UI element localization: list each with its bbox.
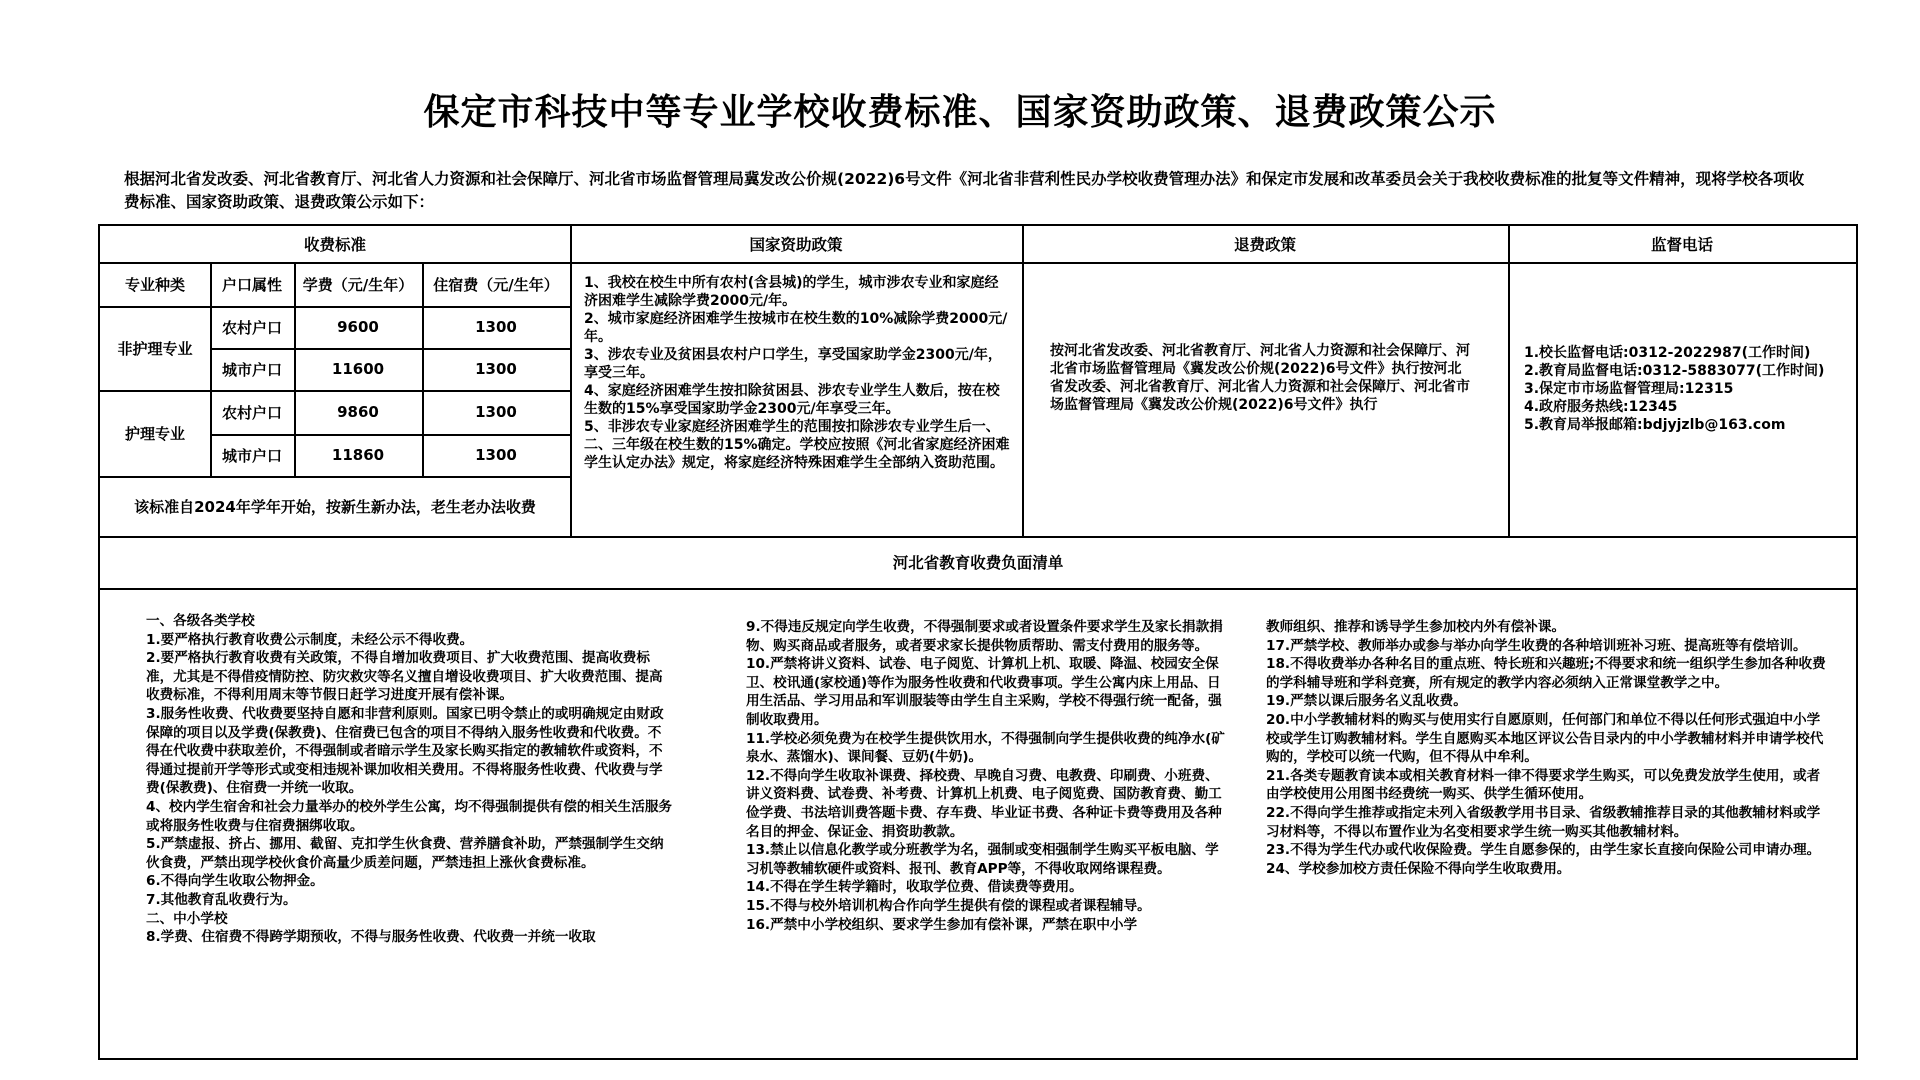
negative-list-item: 3.服务性收费、代收费要坚持自愿和非营利原则。国家已明令禁止的或明确规定由财政保障的项目以及学费(保教费)、住宿费已包含的项目不得纳入服务性收费和代收费。不得在代收费中获取差价，不得强制或者暗示学生及家长购买指定的教辅软件或资料，不得通过提前开学等形式或变相违规补课加收相关费用。不得将服务性收费、代收费与学费(保教费)、住宿费一并统一收取。 [146, 705, 664, 797]
negative-list-item: 7.其他教育乱收费行为。 [146, 891, 297, 908]
fee-note: 该标准自2024年学年开始，按新生新办法，老生老办法收费 [134, 497, 536, 516]
intro-paragraph: 根据河北省发改委、河北省教育厅、河北省人力资源和社会保障厅、河北省市场监督管理局冀发改公价规(2022)6号文件《河北省非营利性民办学校收费管理办法》和保定市发展和改革委员会关于我校收费标准的批复等文件精神，现将学校各项收费标准、国家资助政策、退费政策公示如下： [124, 170, 1805, 211]
header-aid-policy: 国家资助政策 [749, 236, 843, 254]
fee-hukou-cell: 农村户口 [221, 403, 282, 422]
fee-hukou-cell: 农村户口 [221, 318, 282, 337]
negative-list-column-1 [146, 612, 674, 947]
aid-item: 1、我校在校生中所有农村(含县城)的学生，城市涉农专业和家庭经济困难学生减除学费2000元/年。 [584, 275, 999, 309]
negative-list-item: 5.严禁虚报、挤占、挪用、截留、克扣学生伙食费、营养膳食补助，严禁强制学生交纳伙食费，严禁出现学校伙食价高量少质差问题，严禁违担上涨伙食费标准。 [146, 836, 664, 871]
negative-list-item: 17.严禁学校、教师举办或参与举办向学生收费的各种培训班补习班、提高班等有偿培训。 [1266, 637, 1807, 654]
fee-dorm-cell: 1300 [475, 446, 517, 464]
fee-dorm-cell: 1300 [475, 318, 517, 336]
fee-col-dorm: 住宿费（元/生年） [433, 275, 559, 294]
negative-list-title: 河北省教育收费负面清单 [892, 554, 1064, 572]
negative-list-column-3 [1266, 618, 1826, 878]
fee-hukou-cell: 城市户口 [221, 360, 282, 379]
supervision-item: 3.保定市市场监督管理局:12315 [1524, 381, 1734, 397]
negative-list-item: 9.不得违反规定向学生收费，不得强制要求或者设置条件要求学生及家长捐款捐物、购买商品或者服务，或者要求家长提供物质帮助、需支付费用的服务等。 [746, 619, 1223, 654]
supervision-item: 5.教育局举报邮箱:bdjyjzlb@163.com [1524, 417, 1786, 433]
fee-tuition-cell: 11860 [331, 446, 385, 464]
aid-item: 2、城市家庭经济困难学生按城市在校生数的10%减除学费2000元/年。 [584, 311, 1008, 345]
negative-list-item: 14.不得在学生转学籍时，收取学位费、借读费等费用。 [746, 879, 1083, 896]
negative-list-column-2 [746, 618, 1226, 934]
fee-dorm-cell: 1300 [475, 403, 517, 421]
negative-list-item: 2.要严格执行教育收费有关政策，不得自增加收费项目、扩大收费范围、提高收费标准，尤其是不得借疫情防控、防灾救灾等名义擅自增设收费项目、扩大收费范围、提高收费标准，不得利用周末等节假日赶学习进度开展有偿补课。 [146, 650, 663, 704]
fee-col-tuition: 学费（元/生年） [302, 275, 414, 294]
page-title: 保定市科技中等专业学校收费标准、国家资助政策、退费政策公示 [423, 91, 1497, 133]
aid-item: 4、家庭经济困难学生按扣除贫困县、涉农专业学生人数后，按在校生数的15%享受国家助学金2300元/年享受三年。 [584, 383, 1000, 417]
negative-list-item: 21.各类专题教育读本或相关教育材料一律不得要求学生购买，可以免费发放学生使用，或者由学校使用公用图书经费统一购买、供学生循环使用。 [1266, 767, 1821, 803]
negative-list-item: 一、各级各类学校 [146, 613, 255, 629]
negative-list-item: 教师组织、推荐和诱导学生参加校内外有偿补课。 [1266, 619, 1566, 635]
negative-list-item: 4、校内学生宿舍和社会力量举办的校外学生公寓，均不得强制提供有偿的相关生活服务或将服务性收费与住宿费捆绑收取。 [146, 798, 673, 834]
fee-tuition-cell: 9600 [337, 318, 379, 336]
negative-list-item: 11.学校必须免费为在校学生提供饮用水，不得强制向学生提供收费的纯净水(矿泉水、蒸馏水)、课间餐、豆奶(牛奶)。 [746, 730, 1225, 766]
negative-list-item: 8.学费、住宿费不得跨学期预收，不得与服务性收费、代收费一并统一收取 [146, 929, 596, 946]
negative-list-item: 12.不得向学生收取补课费、择校费、早晚自习费、电教费、印刷费、小班费、讲义资料费、试卷费、补考费、计算机上机费、电子阅览费、国防教育费、勤工俭学费、书法培训费答题卡费、存车费、毕业证书费、各种证卡费等费用及各种名目的押金、保证金、捐资助教款。 [746, 767, 1222, 840]
negative-list-item: 22.不得向学生推荐或指定未列入省级教学用书目录、省级教辅推荐目录的其他教辅材料或学习材料等，不得以布置作业为名变相要求学生统一购买其他教辅材料。 [1266, 804, 1821, 840]
negative-list-item: 18.不得收费举办各种名目的重点班、特长班和兴趣班;不得要求和统一组织学生参加各种收费的学科辅导班和学科竞赛，所有规定的教学内容必须纳入正常课堂教学之中。 [1266, 656, 1826, 691]
aid-policy-text [584, 274, 1012, 472]
aid-item: 3、涉农专业及贫困县农村户口学生，享受国家助学金2300元/年，享受三年。 [584, 347, 1002, 381]
supervision-item: 4.政府服务热线:12345 [1524, 399, 1678, 415]
col-divider-1 [570, 226, 572, 536]
negative-list-item: 16.严禁中小学校组织、要求学生参加有偿补课，严禁在职中小学 [746, 916, 1138, 933]
header-refund-policy: 退费政策 [1233, 236, 1296, 254]
negative-list-item: 二、中小学校 [146, 910, 228, 927]
negative-list-item: 10.严禁将讲义资料、试卷、电子阅览、计算机上机、取暖、降温、校园安全保卫、校讯通(家校通)等作为服务性收费和代收费事项。学生公寓内床上用品、日用生活品、学习用品和军训服装等由学生自主采购，学校不得强行统一配备，强制收取费用。 [746, 656, 1222, 728]
fee-col-major: 专业种类 [124, 275, 185, 294]
fee-major-nursing: 护理专业 [124, 424, 185, 443]
header-supervision: 监督电话 [1650, 236, 1713, 254]
col-divider-3 [1508, 226, 1510, 536]
negative-list-item: 6.不得向学生收取公物押金。 [146, 873, 324, 890]
negative-list-divider [100, 588, 1856, 590]
refund-policy-text: 按河北省发改委、河北省教育厅、河北省人力资源和社会保障厅、河北省市场监督管理局《冀发改公价规(2022)6号文件》执行按河北省发改委、河北省教育厅、河北省人力资源和社会保障厅、河北省市场监督管理局《冀发改公价规(2022)6号文件》执行 [1050, 343, 1470, 413]
fee-hukou-cell: 城市户口 [221, 446, 282, 465]
fee-col-hukou: 户口属性 [221, 275, 282, 294]
header-fee-standard: 收费标准 [303, 236, 366, 254]
supervision-item: 1.校长监督电话:0312-2022987(工作时间) [1524, 345, 1811, 361]
fee-dorm-cell: 1300 [475, 360, 517, 378]
fee-tuition-cell: 11600 [331, 360, 385, 378]
negative-list-item: 20.中小学教辅材料的购买与使用实行自愿原则，任何部门和单位不得以任何形式强迫中小学校或学生订购教辅材料。学生自愿购买本地区评议公告目录内的中小学教辅材料并申请学校代购的，学校可以统一代购，但不得从中牟利。 [1266, 711, 1824, 766]
negative-list-item: 23.不得为学生代办或代收保险费。学生自愿参保的，由学生家长直接向保险公司申请办理。 [1266, 842, 1821, 859]
fee-major-non-nursing: 非护理专业 [117, 339, 193, 358]
supervision-item: 2.教育局监督电话:0312-5883077(工作时间) [1524, 363, 1825, 379]
col-divider-2 [1022, 226, 1024, 536]
negative-list-item: 1.要严格执行教育收费公示制度，未经公示不得收费。 [146, 631, 474, 648]
aid-item: 5、非涉农专业家庭经济困难学生的范围按扣除涉农专业学生后一、二、三年级在校生数的15%确定。学校应按照《河北省家庭经济困难学生认定办法》规定，将家庭经济特殊困难学生全部纳入资助范围。 [584, 419, 1010, 471]
fee-tuition-cell: 9860 [337, 403, 379, 421]
negative-list-item: 24、学校参加校方责任保险不得向学生收取费用。 [1266, 860, 1571, 877]
negative-list-item: 13.禁止以信息化教学或分班教学为名，强制或变相强制学生购买平板电脑、学习机等教辅软硬件或资料、报刊、教育APP等，不得收取网络课程费。 [746, 842, 1219, 877]
negative-list-item: 19.严禁以课后服务名义乱收费。 [1266, 693, 1467, 710]
notice-table [98, 224, 1858, 1060]
negative-list-item: 15.不得与校外培训机构合作向学生提供有偿的课程或者课程辅导。 [746, 897, 1151, 914]
supervision-text [1524, 344, 1852, 434]
